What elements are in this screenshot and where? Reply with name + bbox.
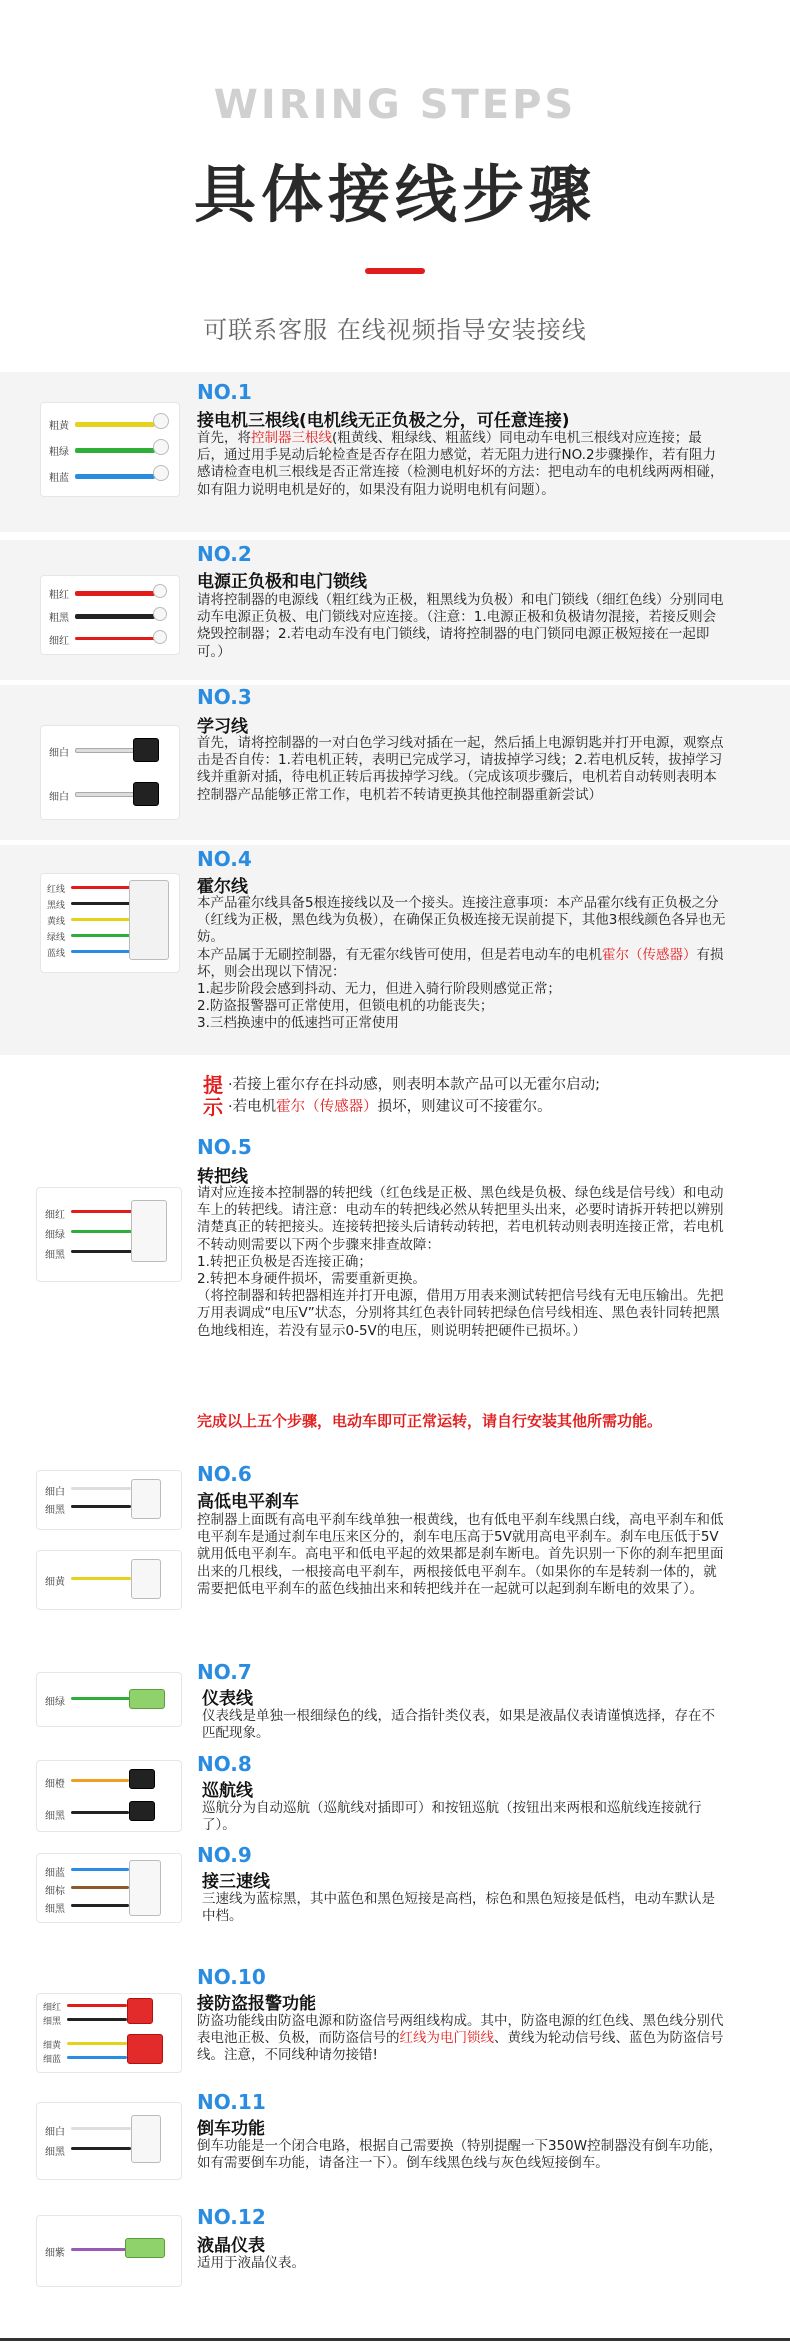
step-10-text: 防盗功能线由防盗电源和防盗信号两组线构成。其中，防盗电源的红色线、黑色线分别代表电池正极、负极，而防盗信号的红线为电门锁线、黄线为轮动信号线、蓝色为防盗信号线。注意，不同线种请勿接错!: [197, 2013, 724, 2064]
step-6: [0, 1460, 790, 1635]
tip-box: [0, 1072, 790, 1132]
step-5-text: 请对应连接本控制器的转把线（红色线是正极、黑色线是负极、绿色线是信号线）和电动车上的转把线。请注意：电动车的转把线必然从转把里头出来，必要时请拆开转把以辨别清楚真正的转把接头。连接转把接头后请转动转把，若电机转动则表明连接正常，若电机不转动则需要以下两个步骤来排查故障： 1.转把正负极是否连接正确； 2.转把本身硬件损坏，需要重新更换。 （将控制器和转把器相连并打开电源，借用万用表来测试转把信号线有无电压输出。先把万用表调成“电压V”状态，分别将其红色表针同转把绿色信号线相连、黑色表针同转把黑色地线相连，若没有显示0-5V的电压，则说明转把硬件已损坏。）: [197, 1185, 724, 1339]
step-7: [0, 1660, 790, 1745]
step-4-text: 本产品霍尔线具备5根连接线以及一个接头。连接注意事项：本产品霍尔线有正负极之分（红线为正极，黑色线为负极），在确保正负极连接无误前提下，其他3根线颜色各异也无妨。 本产品属于无刷控制器，有无霍尔线皆可使用，但是若电动车的电机霍尔（传感器）有损坏，则会出现以下情况： 1.起步阶段会感到抖动、无力，但进入骑行阶段则感觉正常； 2.防盗报警器可正常使用，但锁电机的功能丧失； 3.三档换速中的低速挡可正常使用: [197, 895, 726, 1032]
step-3-wire-image: 细白 细白: [40, 725, 180, 820]
header-en-title: WIRING STEPS: [213, 82, 577, 128]
step-3-title: 学习线: [197, 717, 248, 737]
step-6-text: 控制器上面既有高电平刹车线单独一根黄线，也有低电平刹车线黑白线，高电平刹车和低电平刹车是通过刹车电压来区分的，刹车电压高于5V就用高电平刹车。刹车电压低于5V就用低电平刹车。高电平和低电平起的效果都是刹车断电。首先识别一下你的刹车把里面出来的几根线，一根接高电平刹车，两根接低电平刹车。（如果你的车是转刹一体的，就需要把低电平刹车的蓝色线抽出来和转把线并在一起就可以起到刹车断电的效果了）。: [197, 1512, 724, 1597]
step-9-number: NO.9: [197, 1843, 252, 1867]
step-10-number: NO.10: [197, 1965, 266, 1989]
step-5: [0, 1132, 790, 1392]
step-5-title: 转把线: [197, 1167, 248, 1187]
step-9-text: 三速线为蓝棕黑，其中蓝色和黑色短接是高档，棕色和黑色短接是低档，电动车默认是中档。: [202, 1891, 715, 1925]
step-9: [0, 1843, 790, 1933]
step-12-wire-image: 细紫: [36, 2215, 182, 2287]
step-4-wire-image: 红线 黑线 黄线 绿线 蓝线: [40, 873, 180, 973]
step-10-wire-image: 细红 细黑 细黄 细蓝: [36, 1993, 182, 2073]
step-10: [0, 1965, 790, 2090]
step-1-title: 接电机三根线(电机线无正负极之分，可任意连接): [197, 411, 570, 431]
tip-label-2: 示: [203, 1095, 223, 1119]
step-12-text: 适用于液晶仪表。: [197, 2255, 305, 2271]
step-2-number: NO.2: [197, 542, 252, 566]
step-3-text: 首先，请将控制器的一对白色学习线对插在一起，然后插上电源钥匙并打开电源，观察点击是否自传：1.若电机正转，表明已完成学习，请拔掉学习线；2.若电机反转，拔掉学习线并重新对插，待电机正转后再拔掉学习线。（完成该项步骤后，电机若自动转则表明本控制器产品能够正常工作，电机若不转请更换其他控制器重新尝试）: [197, 735, 724, 803]
step-7-number: NO.7: [197, 1660, 252, 1684]
step-7-wire-image: 细绿: [36, 1672, 182, 1727]
step-1: [0, 372, 790, 532]
page-header: [0, 0, 790, 344]
step-1-number: NO.1: [197, 380, 252, 404]
step-4-number: NO.4: [197, 847, 252, 871]
step-11-wire-image: 细白 细黑: [36, 2102, 182, 2180]
step-12-number: NO.12: [197, 2205, 266, 2229]
step-3-number: NO.3: [197, 685, 252, 709]
step-2-wire-image: 粗红 粗黑 细红: [40, 575, 180, 655]
step-8-wire-image: 细橙 细黑: [36, 1760, 182, 1832]
step-1-wire-image: 粗黄 粗绿 粗蓝: [40, 402, 180, 497]
step-11-text: 倒车功能是一个闭合电路，根据自己需要换（特别提醒一下350W控制器没有倒车功能，如有需要倒车功能，请备注一下）。倒车线黑色线与灰色线短接倒车。: [197, 2138, 723, 2172]
header-cn-title: 具体接线步骤: [193, 158, 596, 231]
bottom-divider: [0, 2338, 790, 2341]
step-9-title: 接三速线: [202, 1872, 270, 1892]
step-12: [0, 2205, 790, 2305]
step-2-text: 请将控制器的电源线（粗红线为正极，粗黑线为负极）和电门锁线（细红色线）分别同电动车电源正负极、电门锁线对应连接。（注意：1.电源正极和负极请勿混接，若接反则会烧毁控制器；2.若电动车没有电门锁线，请将控制器的电门锁同电源正极短接在一起即可。）: [197, 592, 724, 660]
header-subtitle: 可联系客服 在线视频指导安装接线: [203, 316, 587, 344]
step-12-title: 液晶仪表: [197, 2236, 265, 2256]
step-11-title: 倒车功能: [197, 2119, 265, 2139]
step-6-wire-image-a: 细白 细黑: [36, 1470, 182, 1530]
step-6-number: NO.6: [197, 1462, 252, 1486]
step-8-text: 巡航分为自动巡航（巡航线对插即可）和按钮巡航（按钮出来两根和巡航线连接就行了）。: [202, 1800, 702, 1834]
title-underline: [365, 268, 425, 274]
step-10-title: 接防盗报警功能: [197, 1994, 316, 2014]
step-2-title: 电源正负极和电门锁线: [197, 572, 367, 592]
tip-label-1: 提: [203, 1073, 223, 1097]
step-4-title: 霍尔线: [197, 877, 248, 897]
tip-line-1: ·若接上霍尔存在抖动感，则表明本款产品可以无霍尔启动;: [228, 1077, 600, 1093]
step-11-number: NO.11: [197, 2090, 266, 2114]
tip-line-2: ·若电机霍尔（传感器）损坏，则建议可不接霍尔。: [228, 1099, 552, 1115]
step-9-wire-image: 细蓝 细棕 细黑: [36, 1853, 182, 1923]
step-5-wire-image: 细红 细绿 细黑: [36, 1187, 182, 1282]
step-1-text: 首先，将控制器三根线(粗黄线、粗绿线、粗蓝线）同电动车电机三根线对应连接；最后，通过用手晃动后轮检查是否存在阻力感觉，若无阻力进行NO.2步骤操作，若有阻力感请检查电机三根线是否正常连接（检测电机好坏的方法：把电动车的电机线两两相碰，如有阻力说明电机是好的，如果没有阻力说明电机有问题）。: [197, 430, 724, 498]
step-8: [0, 1752, 790, 1842]
step-8-title: 巡航线: [202, 1781, 253, 1801]
step-7-title: 仪表线: [202, 1689, 253, 1709]
step-5-number: NO.5: [197, 1135, 252, 1159]
step-6-title: 高低电平刹车: [197, 1492, 299, 1512]
step-6-wire-image-b: 细黄: [36, 1550, 182, 1610]
step-2: [0, 540, 790, 680]
step-3: [0, 685, 790, 840]
step-7-text: 仪表线是单独一根细绿色的线，适合指针类仪表，如果是液晶仪表请谨慎选择，存在不匹配现象。: [202, 1708, 715, 1742]
step-4: [0, 845, 790, 1055]
five-steps-notice: 完成以上五个步骤，电动车即可正常运转，请自行安装其他所需功能。: [197, 1412, 663, 1430]
step-11: [0, 2090, 790, 2205]
step-8-number: NO.8: [197, 1752, 252, 1776]
